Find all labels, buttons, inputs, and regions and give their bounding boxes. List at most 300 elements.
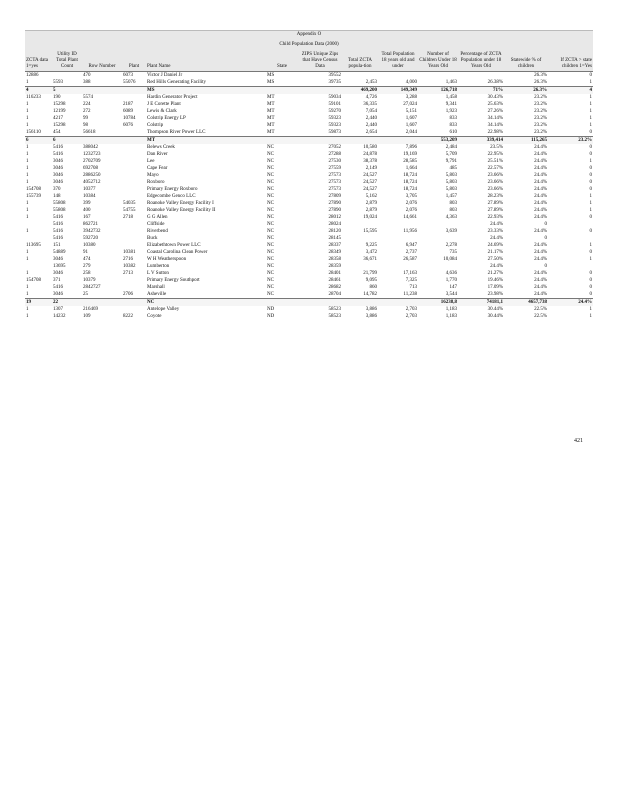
table-cell: 1	[26, 115, 29, 121]
table-cell: 16238,8	[418, 299, 458, 307]
table-cell: 5,803	[445, 186, 457, 192]
table-cell	[418, 263, 458, 270]
table-cell: 388	[83, 79, 91, 85]
table-cell: 2,044	[405, 129, 417, 135]
table-cell: 3046	[53, 158, 63, 164]
table-cell: 22	[52, 299, 82, 307]
table-cell: NC	[267, 291, 274, 297]
table-cell: 18,724	[403, 172, 417, 178]
table-cell	[266, 137, 298, 145]
table-cell: 8222	[123, 313, 133, 319]
table-cell: 147	[449, 284, 457, 290]
table-cell: NC	[267, 186, 274, 192]
table-cell: 803	[449, 200, 457, 206]
table-cell: 2,453	[365, 79, 377, 85]
table-cell: Victor J Daniel Jr	[147, 72, 183, 78]
table-cell: 610	[449, 129, 457, 135]
table-cell: 5,709	[445, 151, 457, 157]
table-cell: 24.4%	[534, 228, 547, 234]
table-cell: 24,527	[363, 172, 377, 178]
table-cell: 9,225	[365, 242, 377, 248]
table-cell: 23.33%	[487, 228, 503, 234]
table-cell: 116233	[26, 94, 41, 100]
table-cell: MT	[146, 137, 266, 145]
table-cell: 5,162	[365, 193, 377, 199]
table-cell: 7,054	[365, 108, 377, 114]
col-header: Percentage of ZCTA Population under 18 Years Old	[458, 51, 504, 72]
table-cell: Primary Energy Roxboro	[147, 186, 198, 192]
table-cell: 58523	[328, 313, 341, 319]
table-cell: 1	[26, 179, 29, 185]
table-cell: 1	[26, 284, 29, 290]
table-cell: MS	[267, 72, 275, 78]
table-cell: Marshall	[147, 284, 165, 290]
table-cell: NC	[267, 172, 274, 178]
table-cell: 9,791	[445, 158, 457, 164]
table-cell: MS	[267, 79, 275, 85]
table-cell	[82, 87, 122, 95]
table-cell: 22.93%	[487, 214, 503, 220]
table-cell: 1,183	[445, 313, 457, 319]
table-cell: MT	[267, 94, 275, 100]
table-cell	[25, 221, 52, 228]
table-cell: 474	[83, 256, 91, 262]
table-cell: 9,341	[445, 101, 457, 107]
table-cell: 0	[589, 179, 592, 185]
table-cell: 6076	[123, 122, 133, 128]
table-cell: 24.4%	[534, 151, 547, 157]
table-cell: NC	[267, 277, 274, 283]
table-cell: 25.51%	[487, 158, 503, 164]
col-header: Utility ID Total Plant Count	[52, 51, 82, 72]
table-cell: 862721	[83, 221, 98, 227]
table-cell: 156110	[26, 129, 41, 135]
table-row	[25, 221, 593, 228]
table-cell: 5416	[53, 144, 63, 150]
table-cell: 258	[83, 270, 91, 276]
table-cell: 17,163	[403, 270, 417, 276]
table-cell: 24.4%	[534, 270, 547, 276]
table-cell: 34.14%	[487, 115, 503, 121]
table-cell: 1	[589, 313, 592, 319]
table-cell: 14,661	[403, 214, 417, 220]
table-cell	[378, 72, 418, 80]
table-cell: 5574	[83, 94, 93, 100]
table-cell: 1	[589, 242, 592, 248]
table-cell: 6073	[123, 72, 133, 78]
table-cell: 5416	[53, 151, 63, 157]
table-cell	[122, 299, 146, 307]
table-row	[25, 207, 593, 214]
table-row	[25, 122, 593, 129]
table-cell: 400	[83, 207, 91, 213]
data-table	[25, 51, 593, 320]
table-cell: 22.95%	[487, 151, 503, 157]
table-cell: NC	[267, 235, 274, 241]
table-cell: 470	[83, 72, 91, 78]
table-cell: 21.27%	[487, 270, 503, 276]
table-cell	[378, 299, 418, 307]
table-cell	[82, 299, 122, 307]
table-cell: 56618	[83, 129, 96, 135]
table-cell: 151	[53, 242, 61, 248]
table-cell: 5593	[53, 79, 63, 85]
table-row	[25, 193, 593, 200]
table-cell: 26,587	[403, 256, 417, 262]
table-cell: Elizabethtown Power LLC	[147, 242, 201, 248]
table-cell: 553,209	[418, 137, 458, 145]
table-cell: 1,923	[445, 108, 457, 114]
table-cell	[266, 299, 298, 307]
table-cell	[122, 235, 146, 242]
table-cell: NC	[146, 299, 266, 307]
table-cell: 216469	[83, 306, 98, 312]
table-cell	[548, 235, 593, 242]
table-cell: 4	[548, 87, 593, 95]
table-cell: 22.98%	[487, 129, 503, 135]
table-cell: MT	[267, 122, 275, 128]
table-cell: 1232723	[83, 151, 101, 157]
table-cell: 24,527	[363, 186, 377, 192]
table-cell	[418, 72, 458, 80]
col-header: State	[266, 51, 298, 72]
table-cell: NC	[267, 242, 274, 248]
table-row	[25, 214, 593, 221]
table-cell: 14232	[53, 313, 66, 319]
table-cell: 4657,738	[504, 299, 548, 307]
table-cell: 1	[589, 256, 592, 262]
table-cell: 339,414	[458, 137, 504, 145]
table-cell	[25, 235, 52, 242]
table-cell: 2886250	[83, 172, 101, 178]
table-cell: 3942732	[83, 228, 101, 234]
table-cell: 24.4%	[490, 221, 503, 227]
table-cell: 1	[26, 306, 29, 312]
table-cell: 833	[449, 115, 457, 121]
table-cell	[298, 87, 342, 95]
table-cell	[418, 221, 458, 228]
table-cell: 3,705	[405, 193, 417, 199]
table-cell: 0	[589, 270, 592, 276]
table-cell: 24.4%	[490, 235, 503, 241]
table-row	[25, 72, 593, 80]
table-row	[25, 284, 593, 291]
table-cell: 24.4%	[534, 144, 547, 150]
table-cell: 26.3%	[534, 79, 547, 85]
table-cell	[266, 87, 298, 95]
table-cell: Lewis & Clark	[147, 108, 177, 114]
table-cell: 860	[369, 284, 377, 290]
table-cell: 0	[589, 291, 592, 297]
table-cell: 36,671	[363, 256, 377, 262]
table-cell	[122, 172, 146, 179]
table-cell: 13695	[53, 263, 66, 269]
table-cell: 2,703	[405, 306, 417, 312]
table-cell: 28349	[328, 249, 341, 255]
table-cell: 2,654	[365, 129, 377, 135]
table-cell: 1	[26, 165, 29, 171]
table-cell: 24.69%	[487, 242, 503, 248]
table-cell: 28337	[328, 242, 341, 248]
table-cell: 2,076	[405, 207, 417, 213]
table-row	[25, 129, 593, 137]
table-cell	[122, 179, 146, 186]
table-cell: 5416	[53, 235, 63, 241]
table-cell	[342, 235, 378, 242]
table-cell: MT	[267, 101, 275, 107]
table-cell: 24.4%	[534, 179, 547, 185]
table-cell	[122, 221, 146, 228]
table-cell: 9,095	[365, 277, 377, 283]
table-cell	[298, 137, 342, 145]
table-row	[25, 179, 593, 186]
table-cell: 1	[26, 144, 29, 150]
table-cell: NC	[267, 151, 274, 157]
table-cell: 1	[26, 172, 29, 178]
table-cell: 6089	[123, 108, 133, 114]
table-row	[25, 165, 593, 172]
table-cell: 1	[26, 291, 29, 297]
table-cell: 30.44%	[487, 313, 503, 319]
table-cell: 735	[449, 249, 457, 255]
table-cell	[342, 263, 378, 270]
table-cell: 23.2%	[534, 108, 547, 114]
table-cell: 21.17%	[487, 249, 503, 255]
table-cell: 4,726	[365, 94, 377, 100]
table-cell: 28,585	[403, 158, 417, 164]
table-cell: 1,607	[405, 115, 417, 121]
table-cell: 1	[26, 79, 29, 85]
table-cell: 1	[589, 193, 592, 199]
table-cell: 3,544	[445, 291, 457, 297]
table-cell: NC	[267, 284, 274, 290]
table-cell: 27809	[328, 193, 341, 199]
table-cell: 0	[589, 165, 592, 171]
table-cell: 24.4%	[534, 277, 547, 283]
table-cell	[122, 158, 146, 165]
table-cell: 2,440	[365, 115, 377, 121]
table-cell: 1	[26, 122, 29, 128]
col-header: Number of Children Under 18 Years Old	[418, 51, 458, 72]
table-cell: G G Allen	[147, 214, 168, 220]
table-cell: 10377	[83, 186, 96, 192]
table-cell: 803	[449, 207, 457, 213]
table-cell: 2,879	[365, 200, 377, 206]
table-cell: NC	[267, 228, 274, 234]
table-cell: 485	[449, 165, 457, 171]
col-header: Row Number	[82, 51, 122, 72]
table-cell: 833	[449, 122, 457, 128]
table-cell	[122, 193, 146, 200]
table-cell: 155739	[26, 193, 41, 199]
table-cell: 1	[589, 200, 592, 206]
table-row	[25, 79, 593, 87]
table-cell: Red Hills Generating Facility	[147, 79, 207, 85]
table-cell: Colstrip	[147, 122, 164, 128]
table-cell: 24.4%	[534, 249, 547, 255]
table-cell: 2,278	[445, 242, 457, 248]
table-cell: 27.26%	[487, 108, 503, 114]
table-cell: Lumberton	[147, 263, 170, 269]
table-cell	[122, 129, 146, 137]
table-cell: 5,803	[445, 172, 457, 178]
table-cell: 27052	[328, 144, 341, 150]
table-cell: 5,803	[445, 179, 457, 185]
table-cell: 1	[26, 207, 29, 213]
table-cell: Primary Energy Southport	[147, 277, 200, 283]
table-cell: MT	[267, 129, 275, 135]
table-cell	[122, 242, 146, 249]
table-row	[25, 200, 593, 207]
table-cell: 99	[83, 115, 88, 121]
table-cell: 59034	[328, 94, 341, 100]
table-cell: 2716	[123, 256, 133, 262]
table-cell: 27573	[328, 172, 341, 178]
table-cell: 24.4%	[534, 158, 547, 164]
table-cell: 15,595	[363, 228, 377, 234]
table-cell: 28461	[328, 277, 341, 283]
table-cell: 26.3%	[534, 72, 547, 78]
table-cell: 24.4%	[534, 207, 547, 213]
table-cell: 1	[26, 158, 29, 164]
table-cell: 2,703	[405, 313, 417, 319]
table-cell: 23.66%	[487, 186, 503, 192]
table-cell: 28682	[328, 284, 341, 290]
table-cell	[122, 165, 146, 172]
table-cell: 28145	[328, 235, 341, 241]
table-cell: 21,799	[363, 270, 377, 276]
table-cell: 370	[53, 186, 61, 192]
table-cell: 10379	[83, 277, 96, 283]
table-cell: 1	[589, 122, 592, 128]
table-cell: 148	[53, 193, 61, 199]
table-cell: 24.4%	[534, 172, 547, 178]
table-cell: 2,076	[405, 200, 417, 206]
table-row	[25, 144, 593, 151]
table-cell: 55808	[53, 200, 66, 206]
table-cell: 23.2%	[534, 94, 547, 100]
table-cell: 24.4%	[534, 284, 547, 290]
table-cell: 6,947	[405, 242, 417, 248]
table-cell: 0	[589, 284, 592, 290]
table-row	[25, 94, 593, 101]
table-cell: 3046	[53, 291, 63, 297]
table-cell: 19	[25, 299, 52, 307]
table-cell: 98	[83, 122, 88, 128]
col-header: ZIPS Unique Zips that Have Census Data	[298, 51, 342, 72]
table-cell: 1	[26, 256, 29, 262]
table-cell: 1,458	[445, 94, 457, 100]
table-cell	[342, 299, 378, 307]
table-cell: 7,896	[405, 144, 417, 150]
table-cell: 27,024	[403, 101, 417, 107]
title-block	[25, 30, 593, 51]
table-cell: Coyote	[147, 313, 162, 319]
table-cell: 24.4%	[534, 200, 547, 206]
table-cell: Coastal Carolina Clean Power	[147, 249, 208, 255]
table-cell: 2,440	[365, 122, 377, 128]
state-subtotal-row	[25, 299, 593, 307]
table-cell: 3046	[53, 270, 63, 276]
table-cell: 28.23%	[487, 193, 503, 199]
table-cell: 190	[53, 94, 61, 100]
table-cell: 18,724	[403, 179, 417, 185]
table-cell: 3,472	[365, 249, 377, 255]
table-cell: NC	[267, 270, 274, 276]
table-cell: 4,636	[445, 270, 457, 276]
table-cell	[548, 221, 593, 228]
table-cell	[122, 137, 146, 145]
table-row	[25, 313, 593, 320]
table-cell: 24.4%	[534, 165, 547, 171]
table-cell: 1	[589, 115, 592, 121]
table-cell: 28012	[328, 214, 341, 220]
table-row	[25, 306, 593, 313]
table-cell: 24,878	[363, 151, 377, 157]
table-cell: Antelope Valley	[147, 306, 180, 312]
table-cell: 25	[83, 291, 88, 297]
table-cell: 26.38%	[487, 79, 503, 85]
table-cell: Roanoke Valley Energy Facility I	[147, 200, 214, 206]
table-cell: 1	[589, 306, 592, 312]
table-cell	[122, 144, 146, 151]
col-header: Statewide % of children	[504, 51, 548, 72]
table-cell: NC	[267, 221, 274, 227]
table-cell	[122, 306, 146, 313]
table-cell: Lee	[147, 158, 155, 164]
table-row	[25, 108, 593, 115]
table-row	[25, 228, 593, 235]
table-cell: 26.3%	[504, 87, 548, 95]
table-cell: 113695	[26, 242, 41, 248]
table-cell: 28024	[328, 221, 341, 227]
table-cell: 27890	[328, 207, 341, 213]
table-cell	[122, 151, 146, 158]
table-cell: MS	[146, 87, 266, 95]
table-cell: 3,886	[365, 306, 377, 312]
table-cell: 71%	[458, 87, 504, 95]
table-cell: Edgecombe Genco LLC	[147, 193, 196, 199]
table-cell: 0	[589, 214, 592, 220]
table-cell: 0	[589, 228, 592, 234]
table-cell: Cape Fear	[147, 165, 168, 171]
table-row	[25, 151, 593, 158]
table-row	[25, 242, 593, 249]
col-header: Total Population 18 years old and under	[378, 51, 418, 72]
table-cell: 469,200	[342, 87, 378, 95]
table-cell: 1,770	[445, 277, 457, 283]
table-cell: 0	[589, 186, 592, 192]
table-cell: 55808	[53, 207, 66, 213]
table-cell: 11,956	[403, 228, 417, 234]
table-cell: 4217	[53, 115, 63, 121]
table-cell: 23.2%	[534, 122, 547, 128]
table-cell: 4,000	[405, 79, 417, 85]
table-cell: 3,288	[405, 94, 417, 100]
table-cell	[342, 137, 378, 145]
table-cell: 15298	[53, 122, 66, 128]
table-cell: 30.44%	[487, 306, 503, 312]
col-header: Plant	[122, 51, 146, 72]
table-row	[25, 270, 593, 277]
table-cell: 12199	[53, 108, 66, 114]
table-cell: 2713	[123, 270, 133, 276]
col-header: If ZCTA > state children 1=Yes	[548, 51, 593, 72]
table-cell: NC	[267, 165, 274, 171]
table-cell: 5416	[53, 228, 63, 234]
table-cell: 0	[589, 72, 592, 78]
table-row	[25, 115, 593, 122]
